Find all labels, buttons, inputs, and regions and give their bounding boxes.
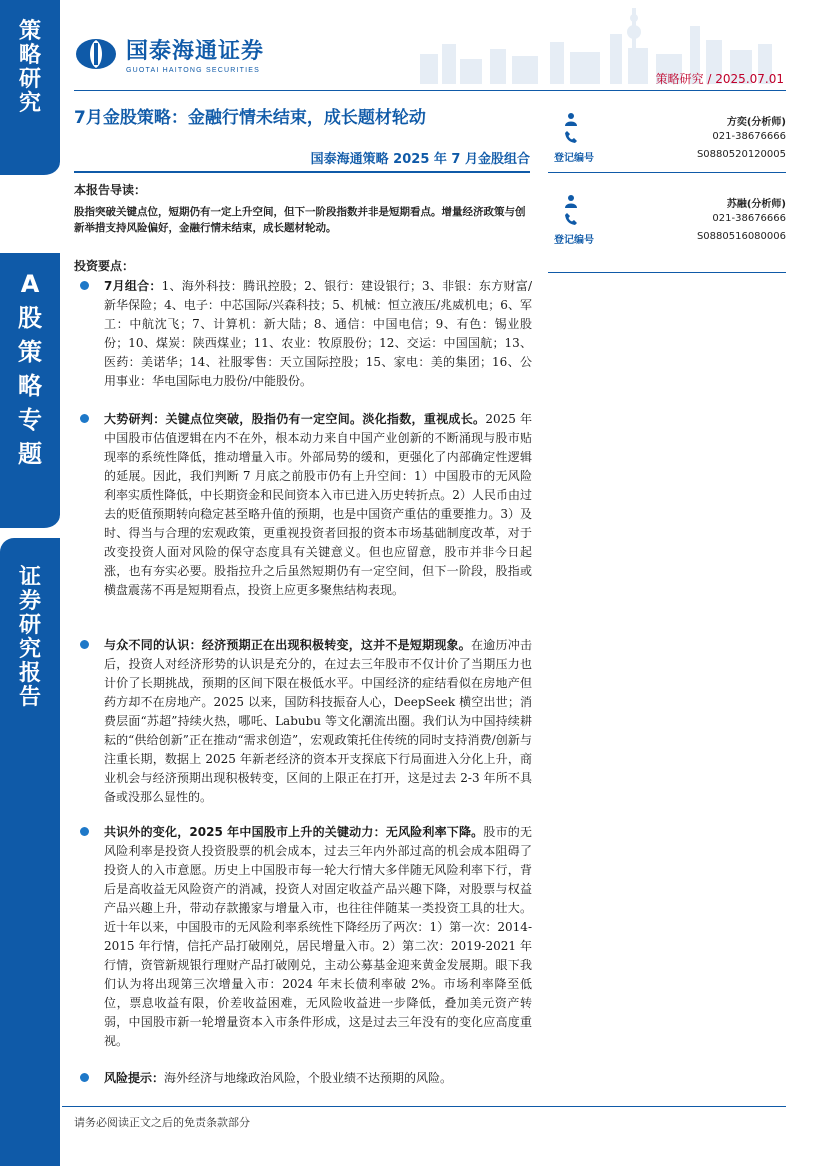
report-title: 7月金股策略：金融行情未结束，成长题材轮动: [74, 108, 426, 128]
key-point-lead: 风险提示：: [104, 1071, 165, 1085]
sidebar-topic-block: [0, 253, 60, 531]
sidebar-char: 略: [18, 43, 41, 68]
bullet-icon: [80, 640, 89, 649]
sidebar-char: 专: [18, 406, 42, 434]
registration-number: S0880516080006: [696, 231, 786, 242]
key-point-lead: 共识外的变化，2025 年中国股市上升的关键动力：无风险利率下降。: [104, 825, 484, 839]
person-icon: [564, 112, 578, 126]
bullet-icon: [80, 1073, 89, 1082]
phone-icon: [564, 212, 578, 226]
sidebar-category-block: [0, 0, 60, 178]
sidebar-char: 股: [18, 304, 42, 332]
intro-text: 股指突破关键点位，短期仍有一定上升空间，但下一阶段指数并非是短期看点。增量经济政策与创新举措支持风险偏好，金融行情未结束，成长题材轮动。: [74, 206, 526, 234]
sidebar-char: 报: [18, 661, 41, 686]
logo-chinese-name: 国泰海通证券: [126, 39, 265, 64]
sidebar-char: 券: [18, 589, 41, 614]
intro-heading: 本报告导读：: [74, 183, 147, 197]
analyst-divider: [548, 272, 786, 273]
sidebar-char: A: [20, 270, 40, 298]
phone-icon: [564, 130, 578, 144]
footer-divider: [62, 1106, 786, 1107]
header-divider: [74, 90, 786, 91]
analyst-name: 苏融(分析师): [726, 199, 786, 210]
bullet-icon: [80, 281, 89, 290]
analyst-card: [548, 194, 786, 248]
key-points-list: [74, 277, 532, 1093]
person-icon: [564, 194, 578, 208]
registration-label: 登记编号: [554, 235, 594, 246]
sidebar-char: 证: [18, 565, 41, 590]
key-point-text: 海外经济与地缘政治风险，个股业绩不达预期的风险。: [164, 1071, 453, 1085]
key-point-text: 股市的无风险利率是投资人投资股票的机会成本，过去三年内外部过高的机会成本阻碍了投资人的入市意愿。历史上中国股市每一轮大行情大多伴随无风险利率下行，背后是高收益无风险资产的消减，投资人对固定收益产品兴趣下降，对股票与权益产品兴趣上升，带动存款搬家与增量入市，也往往伴随某一类投资工具的壮大。近十年以来，中国股市的无风险利率系统性下降经历了两次：1）第一次：2014-2015 年行情，信托产品打破刚兑，居民增量入市。2）第二次：2019-2021 年行情，资管新规银行理财产品打破刚兑，主动公募基金迎来黄金发展期。眼下我们认为将出现第三次增量入市：2024 年末长债利率破 2%。市场利率降至低位，票息收益有限，价差收益困难，无风险收益进一步降低，叠加美元资产转弱，中国股市新一轮增量资本入市条件形成，这是过去三年没有的变化应高度重视。: [104, 825, 532, 1048]
key-point-item: [74, 277, 532, 408]
logo-english-name: GUOTAI HAITONG SECURITIES: [126, 67, 260, 74]
logo-mark-icon: [74, 37, 118, 71]
bullet-icon: [80, 414, 89, 423]
registration-label: 登记编号: [554, 153, 594, 164]
key-point-lead: 大势研判：关键点位突破，股指仍有一定空间。淡化指数，重视成长。: [104, 412, 486, 426]
sidebar-char: 研: [18, 67, 41, 92]
sidebar-char: 策: [18, 19, 41, 44]
sidebar-char: 究: [18, 637, 41, 662]
analyst-divider: [548, 172, 786, 173]
left-sidebar: [0, 0, 60, 1169]
key-point-item: [74, 1069, 532, 1091]
analyst-phone: 021-38676666: [712, 131, 786, 142]
key-point-text: 在逾历冲击后，投资人对经济形势的认识是充分的，在过去三年股市不仅计价了当期压力也计价了长期挑战，预期的区间下限在极低水平。中国经济的症结看似在房地产但药方却不在房地产。2025 以来，国防科技振奋人心，DeepSeek 横空出世；消费层面“苏超”持续火热，哪吒、Labubu 等文化潮流出圈。我们认为中国持续耕耘的“供给创新”正在推动“需求创造”，宏观政策托住传统的同时支持消费/创新与注重长期，数据上 2025 年新老经济的资本开支探底下行局面进入分化上升，商业机会与经济预期出现积极转变，区间的上限正在打开，这是过去 2-3 年所不具备或没那么显性的。: [104, 638, 532, 804]
sidebar-char: 题: [18, 440, 42, 468]
key-point-lead: 7月组合：: [104, 279, 162, 293]
analyst-name: 方奕(分析师): [726, 117, 786, 128]
key-point-item: [74, 636, 532, 821]
report-subtitle: 国泰海通策略 2025 年 7 月金股组合: [310, 152, 530, 167]
bullet-icon: [80, 827, 89, 836]
subtitle-divider: [74, 171, 530, 173]
sidebar-char: 研: [18, 613, 41, 638]
company-logo: [74, 34, 264, 74]
registration-number: S0880520120005: [696, 149, 786, 160]
sidebar-char: 告: [18, 685, 41, 710]
footer-disclaimer: 请务必阅读正文之后的免责条款部分: [74, 1116, 250, 1129]
key-point-lead: 与众不同的认识：经济预期正在出现积极转变，这并不是短期现象。: [104, 638, 472, 652]
key-point-text: 2025 年中国股市估值逻辑在内不在外，根本动力来自中国产业创新的不断涌现与股市贴现率的系统性降低，推动增量入市。外部局势的缓和，更强化了内部确定性逻辑的延展。因此，我们判断 7 月底之前股市仍有上升空间：1）中国股市的无风险利率实质性降低，中长期资金和民间资本入市已进入历史转折点。2）人民币由过去的贬值预期转向稳定甚至略升值的预期，也是中国资产重估的重要推力。3）及时、得当与合理的宏观政策，更重视投资者回报的资本市场基础制度改革，对于改变投资人面对风险的保守态度具有关键意义。但也应留意，股市并非今日起涨，也有夯实必要。股指拉升之后虽然短期仍有一定空间，但下一阶段，股指或横盘震荡不再是短期看点，投资上应更多聚焦结构表现。: [104, 412, 532, 597]
key-point-text: 1、海外科技：腾讯控股；2、银行：建设银行；3、非银：东方财富/新华保险；4、电子：中芯国际/兴森科技；5、机械：恒立液压/兆威机电；6、军工：中航沈飞；7、计算机：新大陆；8、通信：中国电信；9、有色：锡业股份；10、煤炭：陕西煤业；11、农业：牧原股份；12、交运：中国国航；13、医药：美诺华；14、社服零售：天立国际控股；15、家电：美的集团；16、公用事业：华电国际电力股份/中能股份。: [104, 279, 532, 388]
analyst-phone: 021-38676666: [712, 213, 786, 224]
sidebar-char: 策: [18, 338, 42, 366]
category-date: 策略研究 / 2025.07.01: [655, 72, 784, 86]
key-point-item: [74, 410, 532, 634]
analyst-card: [548, 112, 786, 166]
key-point-item: [74, 823, 532, 1067]
key-points-heading: 投资要点：: [74, 259, 135, 273]
sidebar-char: 究: [18, 91, 41, 116]
sidebar-report-type-block: [0, 538, 60, 1169]
sidebar-char: 略: [18, 372, 42, 400]
